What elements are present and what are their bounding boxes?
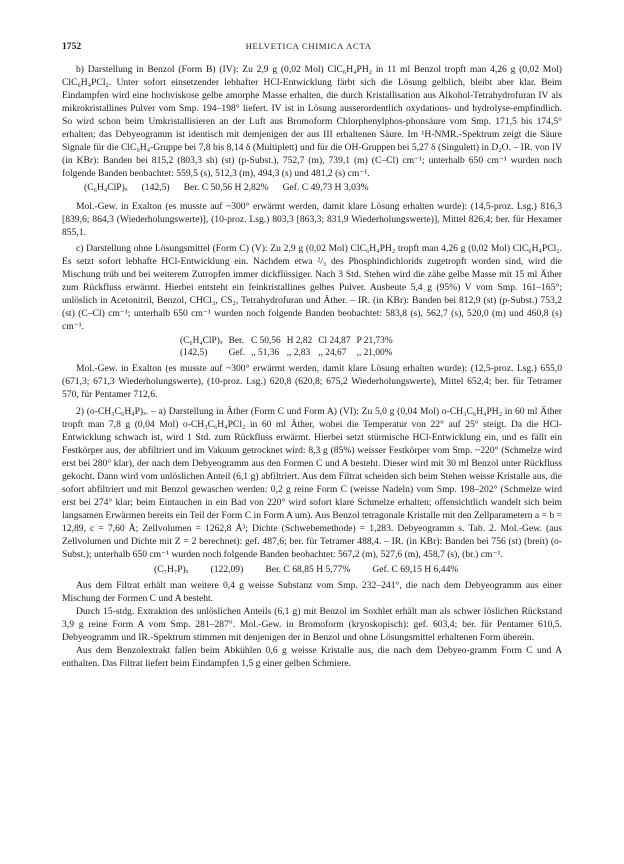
paragraph-form-b: b) Darstellung in Benzol (Form B) (IV): Zu 2,9 g (0,02 Mol) ClC₆H₄PH₂ in 11 ml Benzol tropft man 4,26 g (0,02 Mol) ClC₆H₄PCl₂. Unter sofort einsetzender lebhafter HCl-Entwicklung färbt sich die Lösung gelblich, bleibt aber klar. Beim Eindampfen wird eine hochviskose gelbe amorphe Masse erhalten, die durch Kristallisation aus Alkohol-Tetrahydrofuran IV als mikrokristallines Pulver vom Smp. 194–198° liefert. IV ist in Lösung ausserordentlich oxydations- und hydrolyse-empfindlich. So wird schon beim Umkristallisieren an der Luft aus Bromoform Chlorphenylphos-phonsäure vom Smp. 171,5 bis 174,5° erhalten; das Debyeogramm ist identisch mit demjenigen der aus III erhaltenen Säure. Im ¹H-NMR.-Spektrum zeigt die Säure Signale für die ClC₆H₄-Gruppe bei 7,8 bis 8,14 δ (Multiplett) und für die OH-Gruppen bei 5,27 δ (Singulett) in D₂O. – IR. von IV (in KBr): Banden bei 815,2 (803,3 sh) (st) (p-Subst.), 752,7 (m), 739,1 (m) (C–Cl) cm⁻¹; unterhalb 650 cm⁻¹ wurden noch folgende Banden beobachtet: 559,5 (s), 512,3 (m), 494,3 (s) und 481,2 (s) cm⁻¹.: [62, 64, 562, 180]
paragraph-form-c: c) Darstellung ohne Lösungsmittel (Form C) (V): Zu 2,9 g (0,02 Mol) ClC₆H₄PH₂ tropft man 4,26 g (0,02 Mol) ClC₆H₄PCl₂. Es setzt sofort lebhafte HCl-Entwicklung ein. Nachdem etwa ²/₃ des Phosphindichlorids zugetropft worden sind, wird die Mischung trüb und bei weiterem Zutropfen immer dickflüssiger. Nach 3 Std. Stehen wird die zähe gelbe Masse mit 15 ml Äther zum Rückfluss erwärmt. Hierbei entsteht ein feinkristallines gelbes Pulver. Ausbeute 5,4 g (95%) V vom Smp. 161–165°; unlöslich in Acetonitril, Benzol, CHCl₃, CS₂, Tetrahydrofuran und Äther. – IR. (in KBr): Banden bei 812,9 (st) (p-Subst.) 753,2 (st) (C–Cl) cm⁻¹; unterhalb 650 cm⁻¹ wurden noch folgende Banden beobachtet: 583,8 (s), 562,7 (s), 520,0 (m) und 460,8 (s) cm⁻¹.: [62, 242, 562, 332]
analysis-gef-p: ,, 21,00%: [356, 348, 393, 359]
analysis-formula: (C₆H₄ClP)ₓ: [180, 335, 223, 346]
analysis-ber-c: C 50,56: [251, 335, 281, 346]
analysis-gef-h: ,, 2,83: [286, 348, 311, 359]
paragraph-benzene-extract: Aus dem Benzolextrakt fallen beim Abkühlen 0,6 g weisse Kristalle aus, die nach dem Debyeo-gramm Form C und A enthalten. Das Filtrat liefert beim Eindampfen 1,5 g einer gelben Schmiere.: [62, 645, 562, 670]
analysis-mass: (142,5): [180, 348, 208, 359]
analysis-mass: (142,5): [141, 182, 170, 194]
analysis-ber-cl: Cl 24,87: [318, 335, 351, 346]
analysis-found: Gef. C 49,73 H 3,03%: [282, 182, 369, 194]
analysis-found: Gef. C 69,15 H 6,44%: [372, 564, 459, 576]
analysis-ber-h: H 2,82: [286, 335, 313, 346]
paragraph-molweight-2: Mol.-Gew. in Exalton (es musste auf ~300° erwärmt werden, damit klare Lösung erhalten wurde): (12,5-proz. Lsg.) 655,0 (671,3; 671,3 Wiederholungswerte), (10-proz. Lsg.) 620,8 (620,8; 675,2 Wiederholungswerte), Mittel 652,4; ber. für Tetramer 570, für Pentamer 712,6.: [62, 363, 562, 401]
analysis-calculated: Ber. C 68,85 H 5,77%: [265, 564, 351, 576]
page-header: [62, 40, 562, 53]
analysis-mass: (122,09): [210, 564, 244, 576]
analysis-gef-cl: ,, 24,67: [318, 348, 347, 359]
journal-title: HELVETICA CHIMICA ACTA: [245, 41, 372, 51]
paragraph-extraction: Durch 15-stdg. Extraktion des unlöslichen Anteils (6,1 g) mit Benzol im Soxhlet erhält man als schwer löslichen Rückstand 3,9 g reine Form A vom Smp. 281–287°. Mol.-Gew. in Bromoform (kryoskopisch): gef. 603,4; ber. für Pentamer 610,5. Debyeogramm und IR.-Spektrum stimmen mit denjenigen der in Benzol und ohne Lösungsmittel erhaltenen Form überein.: [62, 606, 562, 644]
page-number: 1752: [62, 41, 82, 52]
analysis-formula: (C₆H₄ClP)ₓ: [84, 182, 128, 194]
analysis-calculated: Ber. C 50,56 H 2,82%: [183, 182, 269, 194]
paragraph-molweight-1: Mol.-Gew. in Exalton (es musste auf ~300° erwärmt werden, damit klare Lösung erhalten wurde): (14,5-proz. Lsg.) 816,3 [839,6; 864,3 (Wiederholungswerte)], (10-proz. Lsg.) 803,3 [863,3; 831,9 Wiederholungswerte)], Mittel 826,4; ber. für Hexamer 855,1.: [62, 200, 562, 238]
analysis-gef-c: ,, 51,36: [251, 348, 280, 359]
elemental-analysis-2: [180, 335, 399, 359]
analysis-gef-label: Gef.: [228, 348, 246, 359]
elemental-analysis-1: [84, 181, 562, 194]
analysis-ber-label: Ber.: [228, 335, 244, 346]
paragraph-tolyl-synthesis: 2) (o-CH₃C₆H₄P)ₓ. – a) Darstellung in Äther (Form C und Form A) (VI): Zu 5,0 g (0,04 Mol) o-CH₃C₆H₄PH₂ in 60 ml Äther tropft man 7,8 g (0,04 Mol) o-CH₃C₆H₄PCl₂ in 60 ml Äther, wobei die Temperatur von 22° auf 25° steigt. Da die HCl-Entwicklung schwach ist, wird 1 Std. zum Rückfluss erwärmt. Hierbei setzt stürmische HCl-Entwicklung ein, und es fällt ein Festkörper aus, der abfiltriert und im Vakuum getrocknet wird: 8,3 g (85%) weisser Festkörper vom Smp. ~220° (Schmelze wird erst bei 280° klar), der nach dem Debyeogramm aus den Formen C und A besteht. Dieser wird mit 30 ml Benzol unter Rückfluss gekocht. Dann wird vom unlöslichen Anteil (6,1 g) abfiltriert. Aus dem Filtrat scheiden sich beim Stehen weisse Kristalle aus, die sofort abfiltriert und mit Benzol gewaschen werden: 0,2 g reine Form C (weisse Nadeln) vom Smp. 198–202° (Schmelze wird erst bei 274° klar; beim Eintauchen in ein Bad von 220° wird sofort klare Schmelze erhalten; offensichtlich wandelt sich beim langsamen Erwärmen bereits ein Teil der Form C in Form A um). Aus Benzol tetragonale Kristalle mit den Zellparametern a = b = 12,89, c = 7,60 Å; Zellvolumen = 1262,8 Å³; Dichte (Schwebemethode) = 1,283. Debyeogramm s. Tab. 2. Mol.-Gew. (aus Zellvolumen und Dichte mit Z = 2 berechnet): gef. 487,6; ber. für Tetramer 488,4. – IR. (in KBr): Banden bei 756 (st) (breit) (o-Subst.); unterhalb 650 cm⁻¹ wurden noch folgende Banden beobachtet: 567,2 (m), 527,6 (m), 458,7 (s), (br.) cm⁻¹.: [62, 405, 562, 561]
analysis-formula: (C₇H₇P)ₓ: [154, 564, 189, 576]
elemental-analysis-3: [154, 563, 562, 576]
paragraph-filtrate: Aus dem Filtrat erhält man weitere 0,4 g weisse Substanz vom Smp. 232–241°, die nach dem Debyeogramm aus einer Mischung der Formen C und A besteht.: [62, 580, 562, 605]
analysis-ber-p: P 21,73%: [356, 335, 393, 346]
